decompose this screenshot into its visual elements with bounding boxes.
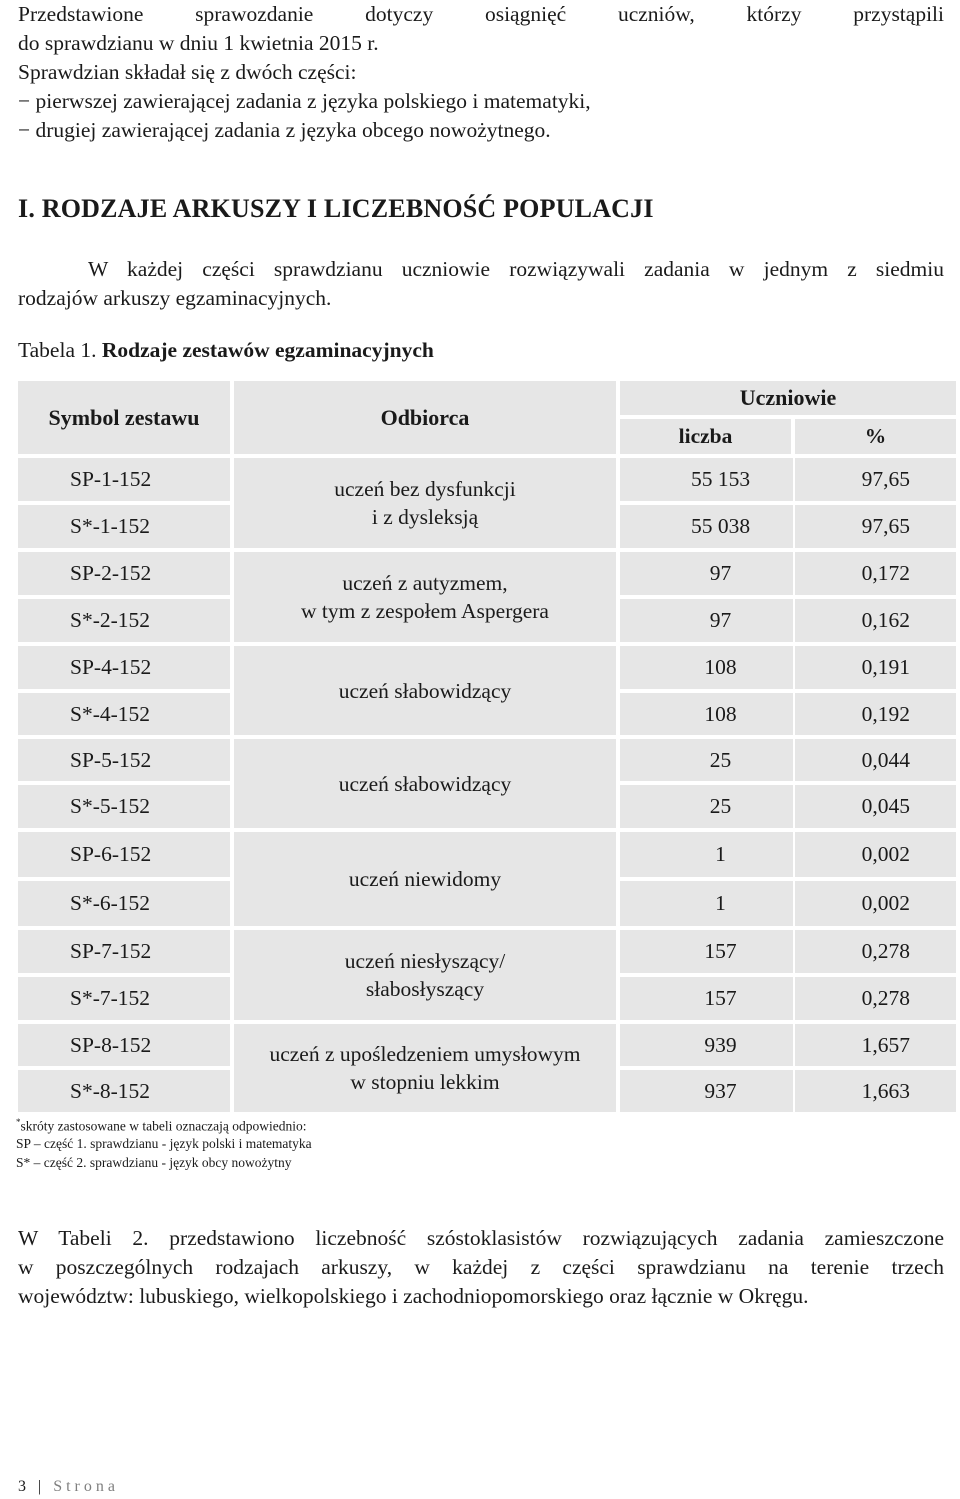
header-students: Uczniowie — [618, 379, 958, 417]
symbol-cell: S*-5-152 — [16, 783, 232, 830]
symbol-cell: SP-5-152 — [16, 737, 232, 783]
count-cell: 937 — [618, 1068, 823, 1114]
symbol-cell: S*-2-152 — [16, 597, 232, 644]
symbol-cell: SP-4-152 — [16, 644, 232, 691]
table-caption — [18, 338, 434, 363]
percent-cell: 0,002 — [793, 830, 958, 879]
percent-cell: 0,044 — [793, 737, 958, 783]
count-cell: 157 — [618, 928, 823, 975]
recipient-cell: uczeń bez dysfunkcji i z dysleksją — [232, 456, 618, 550]
intro-bullet-1: − pierwszej zawierającej zadania z języka polskiego i matematyki, — [18, 89, 591, 113]
header-symbol: Symbol zestawu — [16, 379, 232, 456]
symbol-cell: SP-7-152 — [16, 928, 232, 975]
recipient-cell: uczeń słabowidzący — [232, 644, 618, 737]
percent-cell: 97,65 — [793, 503, 958, 550]
closing-line-2: w poszczególnych rodzajach arkuszy, w każdej z części sprawdzianu na terenie trzech — [18, 1255, 944, 1279]
recipient-cell: uczeń z upośledzeniem umysłowym w stopniu lekkim — [232, 1022, 618, 1114]
table-caption-title: Rodzaje zestawów egzaminacyjnych — [101, 338, 434, 362]
count-cell: 108 — [618, 691, 823, 737]
recipient-cell: uczeń niewidomy — [232, 830, 618, 928]
recipient-cell: uczeń słabowidzący — [232, 737, 618, 830]
count-cell: 25 — [618, 783, 823, 830]
percent-cell: 0,192 — [793, 691, 958, 737]
section-paragraph-line-1: W każdej części sprawdzianu uczniowie rozwiązywali zadania w jednym z siedmiu — [88, 257, 944, 281]
intro-line-3: Sprawdzian składał się z dwóch części: — [18, 60, 357, 84]
percent-cell: 0,162 — [793, 597, 958, 644]
footnote-line-3: S* – część 2. sprawdzianu - język obcy nowożytny — [16, 1155, 292, 1170]
count-cell: 157 — [618, 975, 823, 1022]
sets-table — [16, 379, 958, 1113]
page-label: Strona — [53, 1478, 119, 1495]
count-cell: 25 — [618, 737, 823, 783]
percent-cell: 0,278 — [793, 928, 958, 975]
symbol-cell: SP-1-152 — [16, 456, 232, 503]
header-percent: % — [793, 417, 958, 456]
recipient-cell: uczeń niesłyszący/ słabosłyszący — [232, 928, 618, 1022]
count-cell: 939 — [618, 1022, 823, 1068]
percent-cell: 0,045 — [793, 783, 958, 830]
intro-line-2: do sprawdzianu w dniu 1 kwietnia 2015 r. — [18, 31, 379, 55]
percent-cell: 0,172 — [793, 550, 958, 597]
intro-line-1: Przedstawione sprawozdanie dotyczy osiągnięć uczniów, którzy przystąpili — [18, 2, 944, 26]
section-heading: I. RODZAJE ARKUSZY I LICZEBNOŚĆ POPULACJI — [18, 194, 654, 223]
intro-bullet-2: − drugiej zawierającej zadania z języka obcego nowożytnego. — [18, 118, 551, 142]
percent-cell: 1,657 — [793, 1022, 958, 1068]
header-recipient: Odbiorca — [232, 379, 618, 456]
symbol-cell: S*-4-152 — [16, 691, 232, 737]
percent-cell: 0,191 — [793, 644, 958, 691]
count-cell: 97 — [618, 550, 823, 597]
percent-cell: 0,002 — [793, 879, 958, 928]
symbol-cell: S*-7-152 — [16, 975, 232, 1022]
footnote-text-1: skróty zastosowane w tabeli oznaczają odpowiednio: — [20, 1118, 307, 1134]
symbol-cell: SP-2-152 — [16, 550, 232, 597]
footnote-mark: * — [16, 1117, 21, 1127]
count-cell: 1 — [618, 879, 823, 928]
symbol-cell: S*-8-152 — [16, 1068, 232, 1114]
count-cell: 55 038 — [618, 503, 823, 550]
count-cell: 1 — [618, 830, 823, 879]
footnote-line-2: SP – część 1. sprawdzianu - język polski i matematyka — [16, 1136, 312, 1151]
symbol-cell: SP-8-152 — [16, 1022, 232, 1068]
symbol-cell: S*-1-152 — [16, 503, 232, 550]
symbol-cell: S*-6-152 — [16, 879, 232, 928]
table-caption-prefix: Tabela 1. — [18, 338, 102, 362]
closing-line-3: województw: lubuskiego, wielkopolskiego i zachodniopomorskiego oraz łącznie w Okręgu. — [18, 1284, 809, 1308]
page-footer — [18, 1478, 119, 1496]
section-paragraph-line-2: rodzajów arkuszy egzaminacyjnych. — [18, 286, 332, 310]
symbol-cell: SP-6-152 — [16, 830, 232, 879]
closing-line-1: W Tabeli 2. przedstawiono liczebność szóstoklasistów rozwiązujących zadania zamieszczone — [18, 1226, 944, 1250]
percent-cell: 1,663 — [793, 1068, 958, 1114]
page-number: 3 — [18, 1478, 30, 1495]
percent-cell: 97,65 — [793, 456, 958, 503]
recipient-cell: uczeń z autyzmem, w tym z zespołem Aspergera — [232, 550, 618, 644]
page-separator: | — [38, 1478, 46, 1495]
count-cell: 108 — [618, 644, 823, 691]
count-cell: 97 — [618, 597, 823, 644]
count-cell: 55 153 — [618, 456, 823, 503]
footnote-line-1 — [16, 1114, 307, 1135]
header-count: liczba — [618, 417, 793, 456]
percent-cell: 0,278 — [793, 975, 958, 1022]
